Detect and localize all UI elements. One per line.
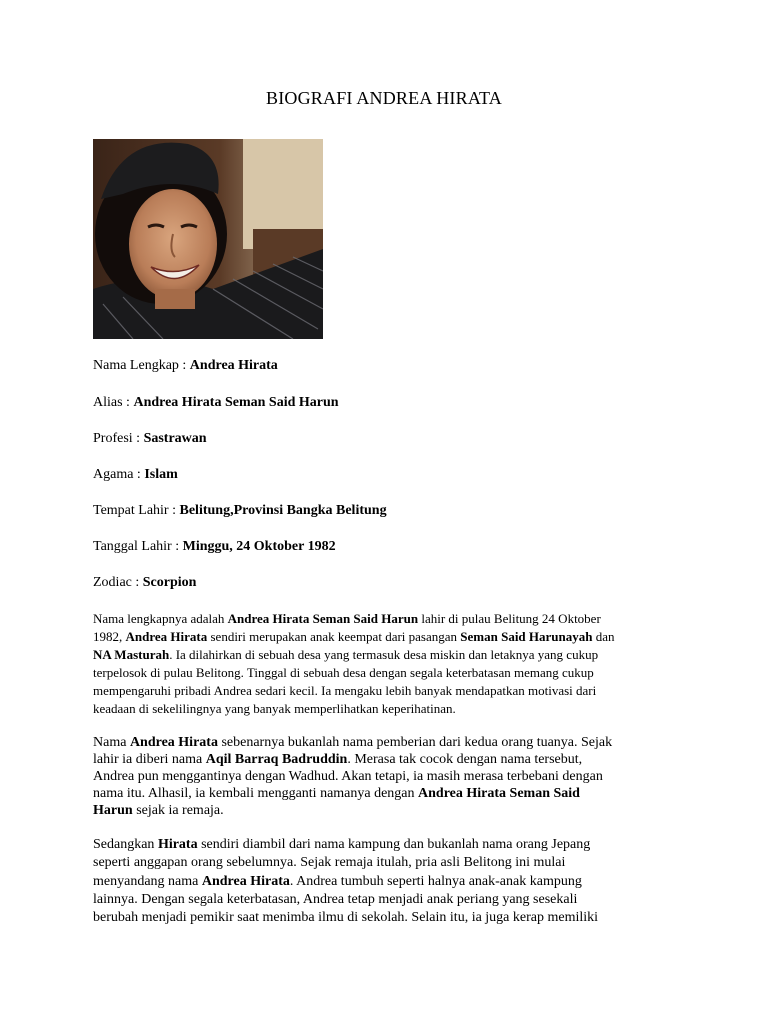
- bold-text-run: Andrea Hirata: [125, 629, 208, 644]
- bold-text-run: Andrea Hirata: [201, 873, 290, 889]
- text-run: lahir di pulau Belitung 24 Oktober: [418, 611, 601, 626]
- paragraph-line: [93, 854, 673, 872]
- field-label: Tempat Lahir :: [93, 503, 180, 518]
- text-run: sebenarnya bukanlah nama pemberian dari kedua orang tuanya. Sejak: [217, 735, 613, 750]
- field-value: Andrea Hirata: [189, 358, 278, 373]
- field-value: Belitung,Provinsi Bangka Belitung: [179, 503, 387, 518]
- field-tempat-lahir: [93, 503, 387, 519]
- field-value: Sastrawan: [143, 431, 207, 446]
- field-label: Tanggal Lahir :: [93, 539, 183, 554]
- author-photo: [93, 139, 323, 339]
- page-title: BIOGRAFI ANDREA HIRATA: [266, 88, 502, 108]
- field-label: Agama :: [93, 467, 145, 482]
- paragraph-line: [93, 751, 673, 768]
- paragraph-line: [93, 682, 673, 700]
- paragraph-line: [93, 836, 673, 854]
- text-run: menyandang nama: [93, 873, 202, 889]
- field-tanggal-lahir: [93, 539, 336, 555]
- text-run: lahir ia diberi nama: [93, 752, 206, 767]
- text-run: Sedangkan: [93, 837, 158, 852]
- paragraph-line: [93, 785, 673, 802]
- field-label: Alias :: [93, 395, 134, 410]
- text-run: sendiri diambil dari nama kampung dan bukanlah nama orang Jepang: [197, 837, 591, 852]
- bold-text-run: Hirata: [157, 837, 198, 852]
- paragraph-line: [93, 734, 673, 751]
- text-run: nama itu. Alhasil, ia kembali mengganti namanya dengan: [93, 786, 419, 801]
- paragraph-line: [93, 909, 673, 927]
- biography-paragraph-3: [93, 836, 673, 927]
- field-alias: [93, 395, 339, 411]
- text-run: seperti anggapan orang sebelumnya. Sejak remaja itulah, pria asli Belitong ini mulai: [93, 855, 566, 871]
- field-label: Nama Lengkap :: [93, 358, 190, 373]
- text-run: terpelosok di pulau Belitong. Tinggal di sebuah desa dengan segala keterbatasan memang cukup: [93, 665, 594, 680]
- text-run: lainnya. Dengan segala keterbatasan, Andrea tetap menjadi anak periang yang sesekali: [93, 891, 578, 907]
- text-run: sendiri merupakan anak keempat dari pasangan: [207, 629, 461, 644]
- text-run: keadaan di sekelilingnya yang banyak memperlihatkan keperihatinan.: [93, 701, 456, 716]
- field-nama-lengkap: [93, 358, 278, 374]
- bold-text-run: Andrea Hirata: [129, 735, 218, 750]
- text-run: . Ia dilahirkan di sebuah desa yang termasuk desa miskin dan letaknya yang cukup: [169, 647, 599, 662]
- paragraph-line: [93, 646, 673, 664]
- bold-text-run: NA Masturah: [93, 647, 170, 662]
- paragraph-line: [93, 891, 673, 909]
- paragraph-line: [93, 873, 673, 891]
- portrait-photo-icon: [93, 139, 323, 339]
- text-run: sejak ia remaja.: [132, 803, 224, 818]
- bold-text-run: Seman Said Harunayah: [460, 629, 593, 644]
- field-label: Profesi :: [93, 431, 144, 446]
- biography-paragraph-1: [93, 610, 673, 718]
- paragraph-line: [93, 664, 673, 682]
- biography-paragraph-2: [93, 734, 673, 819]
- text-run: dan: [592, 629, 615, 644]
- text-run: Andrea pun menggantinya dengan Wadhud. Akan tetapi, ia masih merasa terbebani dengan: [93, 769, 603, 784]
- paragraph-line: [93, 802, 673, 819]
- paragraph-line: [93, 700, 673, 718]
- field-profesi: [93, 431, 207, 447]
- bold-text-run: Aqil Barraq Badruddin: [205, 752, 348, 767]
- field-label: Zodiac :: [93, 575, 143, 590]
- text-run: mempengaruhi pribadi Andrea sedari kecil. Ia mengaku lebih banyak mendapatkan motivasi dari: [93, 683, 597, 698]
- field-zodiac: [93, 575, 196, 591]
- field-agama: [93, 467, 178, 483]
- text-run: Nama lengkapnya adalah: [93, 611, 228, 626]
- text-run: . Andrea tumbuh seperti halnya anak-anak kampung: [289, 873, 582, 889]
- text-run: . Merasa tak cocok dengan nama tersebut,: [347, 752, 583, 767]
- field-value: Scorpion: [142, 575, 197, 590]
- field-value: Minggu, 24 Oktober 1982: [182, 539, 336, 554]
- field-value: Islam: [144, 467, 178, 482]
- bold-text-run: Andrea Hirata Seman Said: [418, 786, 580, 801]
- bold-text-run: Harun: [93, 803, 133, 818]
- paragraph-line: [93, 768, 673, 785]
- field-value: Andrea Hirata Seman Said Harun: [133, 395, 339, 410]
- text-run: Nama: [93, 735, 130, 750]
- text-run: 1982,: [93, 629, 126, 644]
- bold-text-run: Andrea Hirata Seman Said Harun: [227, 611, 419, 626]
- paragraph-line: [93, 628, 673, 646]
- text-run: berubah menjadi pemikir saat menimba ilmu di sekolah. Selain itu, ia juga kerap memiliki: [93, 910, 599, 926]
- paragraph-line: [93, 610, 673, 628]
